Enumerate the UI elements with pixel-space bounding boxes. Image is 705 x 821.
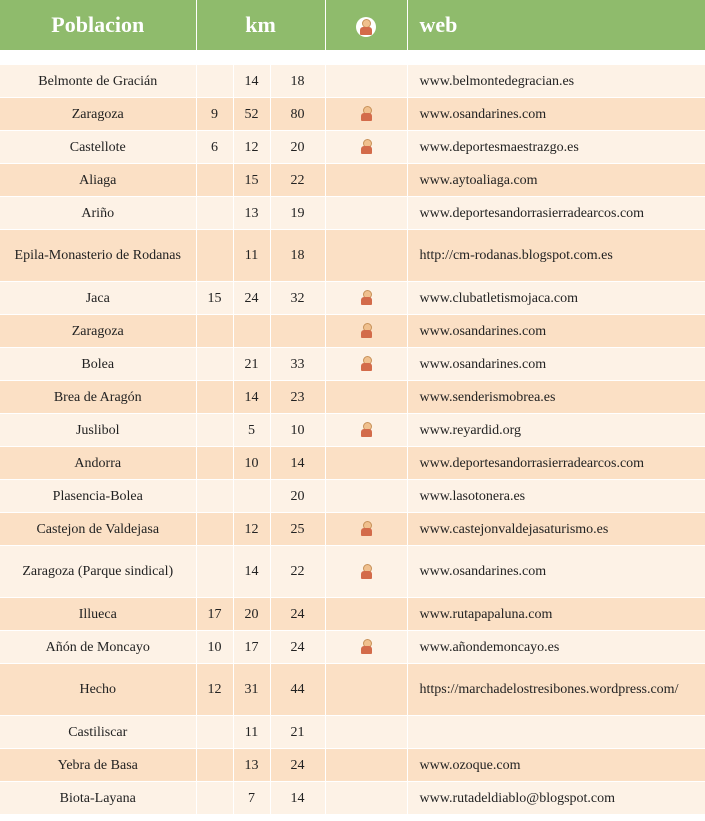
row-poblacion: Andorra — [0, 447, 196, 480]
row-icon-cell — [325, 98, 407, 131]
row-km-a: 12 — [196, 664, 233, 716]
row-km-a — [196, 381, 233, 414]
table-row — [0, 381, 705, 414]
row-km-a — [196, 230, 233, 282]
row-poblacion: Belmonte de Gracián — [0, 65, 196, 98]
walker-icon — [359, 139, 373, 155]
row-icon-cell — [325, 65, 407, 98]
row-poblacion: Castejon de Valdejasa — [0, 513, 196, 546]
row-km-b — [233, 480, 270, 513]
row-km-c: 25 — [270, 513, 325, 546]
row-km-b: 15 — [233, 164, 270, 197]
table-row — [0, 164, 705, 197]
walker-icon — [359, 356, 373, 372]
row-icon-cell — [325, 230, 407, 282]
table-row — [0, 513, 705, 546]
row-icon-cell — [325, 381, 407, 414]
row-web-link[interactable]: www.belmontedegracian.es — [407, 65, 705, 98]
row-icon-cell — [325, 664, 407, 716]
row-icon-cell — [325, 282, 407, 315]
table-row — [0, 716, 705, 749]
row-icon-cell — [325, 546, 407, 598]
row-icon-cell — [325, 631, 407, 664]
row-poblacion: Juslibol — [0, 414, 196, 447]
row-km-a — [196, 315, 233, 348]
row-km-c: 32 — [270, 282, 325, 315]
table-row — [0, 65, 705, 98]
row-web-link[interactable]: www.rutapapaluna.com — [407, 598, 705, 631]
table-row — [0, 598, 705, 631]
header-gap — [0, 50, 705, 65]
row-km-a — [196, 164, 233, 197]
row-km-c: 14 — [270, 447, 325, 480]
header-km: km — [196, 0, 325, 50]
table-row — [0, 98, 705, 131]
walker-icon — [359, 639, 373, 655]
row-web-link[interactable]: www.aytoaliaga.com — [407, 164, 705, 197]
walker-icon — [359, 564, 373, 580]
table-row — [0, 282, 705, 315]
row-icon-cell — [325, 513, 407, 546]
walker-icon — [359, 521, 373, 537]
row-poblacion: Brea de Aragón — [0, 381, 196, 414]
row-web-link[interactable]: www.ozoque.com — [407, 749, 705, 782]
row-web-link[interactable]: www.senderismobrea.es — [407, 381, 705, 414]
row-km-a — [196, 197, 233, 230]
row-km-a — [196, 480, 233, 513]
row-web-link[interactable]: www.deportesandorrasierradearcos.com — [407, 197, 705, 230]
table-header — [0, 0, 705, 50]
row-web-link[interactable]: www.deportesandorrasierradearcos.com — [407, 447, 705, 480]
row-km-a — [196, 513, 233, 546]
row-web-link[interactable]: www.castejonvaldejasaturismo.es — [407, 513, 705, 546]
row-km-a — [196, 414, 233, 447]
row-km-c: 23 — [270, 381, 325, 414]
row-km-c: 18 — [270, 230, 325, 282]
row-km-b: 20 — [233, 598, 270, 631]
row-km-b: 14 — [233, 381, 270, 414]
table-row — [0, 131, 705, 164]
row-km-c — [270, 315, 325, 348]
row-icon-cell — [325, 131, 407, 164]
table-row — [0, 315, 705, 348]
row-poblacion: Yebra de Basa — [0, 749, 196, 782]
row-km-b: 31 — [233, 664, 270, 716]
row-km-a — [196, 716, 233, 749]
row-km-a — [196, 65, 233, 98]
row-km-a: 6 — [196, 131, 233, 164]
row-web-link[interactable]: www.rutadeldiablo@blogspot.com — [407, 782, 705, 815]
table-row — [0, 749, 705, 782]
walker-icon — [359, 106, 373, 122]
row-km-a: 17 — [196, 598, 233, 631]
row-poblacion: Plasencia-Bolea — [0, 480, 196, 513]
row-km-b: 7 — [233, 782, 270, 815]
row-km-b: 17 — [233, 631, 270, 664]
row-icon-cell — [325, 414, 407, 447]
row-km-c: 18 — [270, 65, 325, 98]
row-poblacion: Illueca — [0, 598, 196, 631]
table-row — [0, 414, 705, 447]
row-web-link[interactable]: www.osandarines.com — [407, 348, 705, 381]
row-km-b: 5 — [233, 414, 270, 447]
row-km-b: 11 — [233, 716, 270, 749]
row-icon-cell — [325, 348, 407, 381]
row-km-b: 12 — [233, 513, 270, 546]
row-km-c: 22 — [270, 546, 325, 598]
row-poblacion: Castiliscar — [0, 716, 196, 749]
table-row — [0, 447, 705, 480]
row-icon-cell — [325, 782, 407, 815]
walker-icon — [359, 290, 373, 306]
row-km-b: 14 — [233, 546, 270, 598]
row-icon-cell — [325, 598, 407, 631]
table-row — [0, 348, 705, 381]
row-km-b: 24 — [233, 282, 270, 315]
row-web-link[interactable]: www.añondemoncayo.es — [407, 631, 705, 664]
row-km-b: 52 — [233, 98, 270, 131]
row-km-a — [196, 348, 233, 381]
row-web-link — [407, 716, 705, 749]
row-web-link[interactable]: www.deportesmaestrazgo.es — [407, 131, 705, 164]
table-row — [0, 480, 705, 513]
row-poblacion: Zaragoza (Parque sindical) — [0, 546, 196, 598]
row-km-c: 80 — [270, 98, 325, 131]
row-km-c: 24 — [270, 598, 325, 631]
row-km-c: 10 — [270, 414, 325, 447]
row-icon-cell — [325, 716, 407, 749]
header-walker-icon-cell — [325, 0, 407, 50]
row-km-b: 12 — [233, 131, 270, 164]
table-row — [0, 631, 705, 664]
row-poblacion: Bolea — [0, 348, 196, 381]
row-km-c: 19 — [270, 197, 325, 230]
row-poblacion: Epila-Monasterio de Rodanas — [0, 230, 196, 282]
table-row — [0, 782, 705, 815]
row-poblacion: Castellote — [0, 131, 196, 164]
row-web-link[interactable]: www.reyardid.org — [407, 414, 705, 447]
row-km-c: 22 — [270, 164, 325, 197]
row-web-link[interactable]: www.osandarines.com — [407, 546, 705, 598]
walker-icon — [359, 323, 373, 339]
row-km-c: 14 — [270, 782, 325, 815]
row-km-a — [196, 447, 233, 480]
header-web: web — [407, 0, 705, 50]
row-icon-cell — [325, 197, 407, 230]
row-km-c: 24 — [270, 749, 325, 782]
row-km-c: 21 — [270, 716, 325, 749]
row-icon-cell — [325, 447, 407, 480]
row-poblacion: Jaca — [0, 282, 196, 315]
walker-icon — [356, 17, 376, 37]
row-km-a — [196, 782, 233, 815]
row-km-a: 10 — [196, 631, 233, 664]
row-km-b — [233, 315, 270, 348]
row-icon-cell — [325, 480, 407, 513]
row-km-b: 11 — [233, 230, 270, 282]
row-km-b: 21 — [233, 348, 270, 381]
row-poblacion: Añón de Moncayo — [0, 631, 196, 664]
row-poblacion: Aliaga — [0, 164, 196, 197]
row-web-link[interactable]: www.osandarines.com — [407, 315, 705, 348]
table-row — [0, 664, 705, 716]
row-web-link[interactable]: www.clubatletismojaca.com — [407, 282, 705, 315]
row-icon-cell — [325, 315, 407, 348]
row-km-a: 9 — [196, 98, 233, 131]
header-poblacion: Poblacion — [0, 0, 196, 50]
row-icon-cell — [325, 749, 407, 782]
row-km-c: 20 — [270, 131, 325, 164]
row-km-c: 33 — [270, 348, 325, 381]
row-km-c: 24 — [270, 631, 325, 664]
row-web-link[interactable]: https://marchadelostresibones.wordpress.com/ — [407, 664, 705, 716]
row-km-a — [196, 749, 233, 782]
row-km-b: 14 — [233, 65, 270, 98]
row-km-c: 20 — [270, 480, 325, 513]
row-km-b: 13 — [233, 197, 270, 230]
row-km-b: 13 — [233, 749, 270, 782]
row-poblacion: Biota-Layana — [0, 782, 196, 815]
row-web-link[interactable]: www.osandarines.com — [407, 98, 705, 131]
row-poblacion: Zaragoza — [0, 98, 196, 131]
table-row — [0, 230, 705, 282]
row-poblacion: Zaragoza — [0, 315, 196, 348]
table-row — [0, 546, 705, 598]
row-poblacion: Ariño — [0, 197, 196, 230]
table-row — [0, 197, 705, 230]
row-web-link[interactable]: www.lasotonera.es — [407, 480, 705, 513]
row-icon-cell — [325, 164, 407, 197]
row-km-c: 44 — [270, 664, 325, 716]
row-poblacion: Hecho — [0, 664, 196, 716]
row-km-a: 15 — [196, 282, 233, 315]
row-km-a — [196, 546, 233, 598]
row-km-b: 10 — [233, 447, 270, 480]
walker-icon — [359, 422, 373, 438]
row-web-link[interactable]: http://cm-rodanas.blogspot.com.es — [407, 230, 705, 282]
